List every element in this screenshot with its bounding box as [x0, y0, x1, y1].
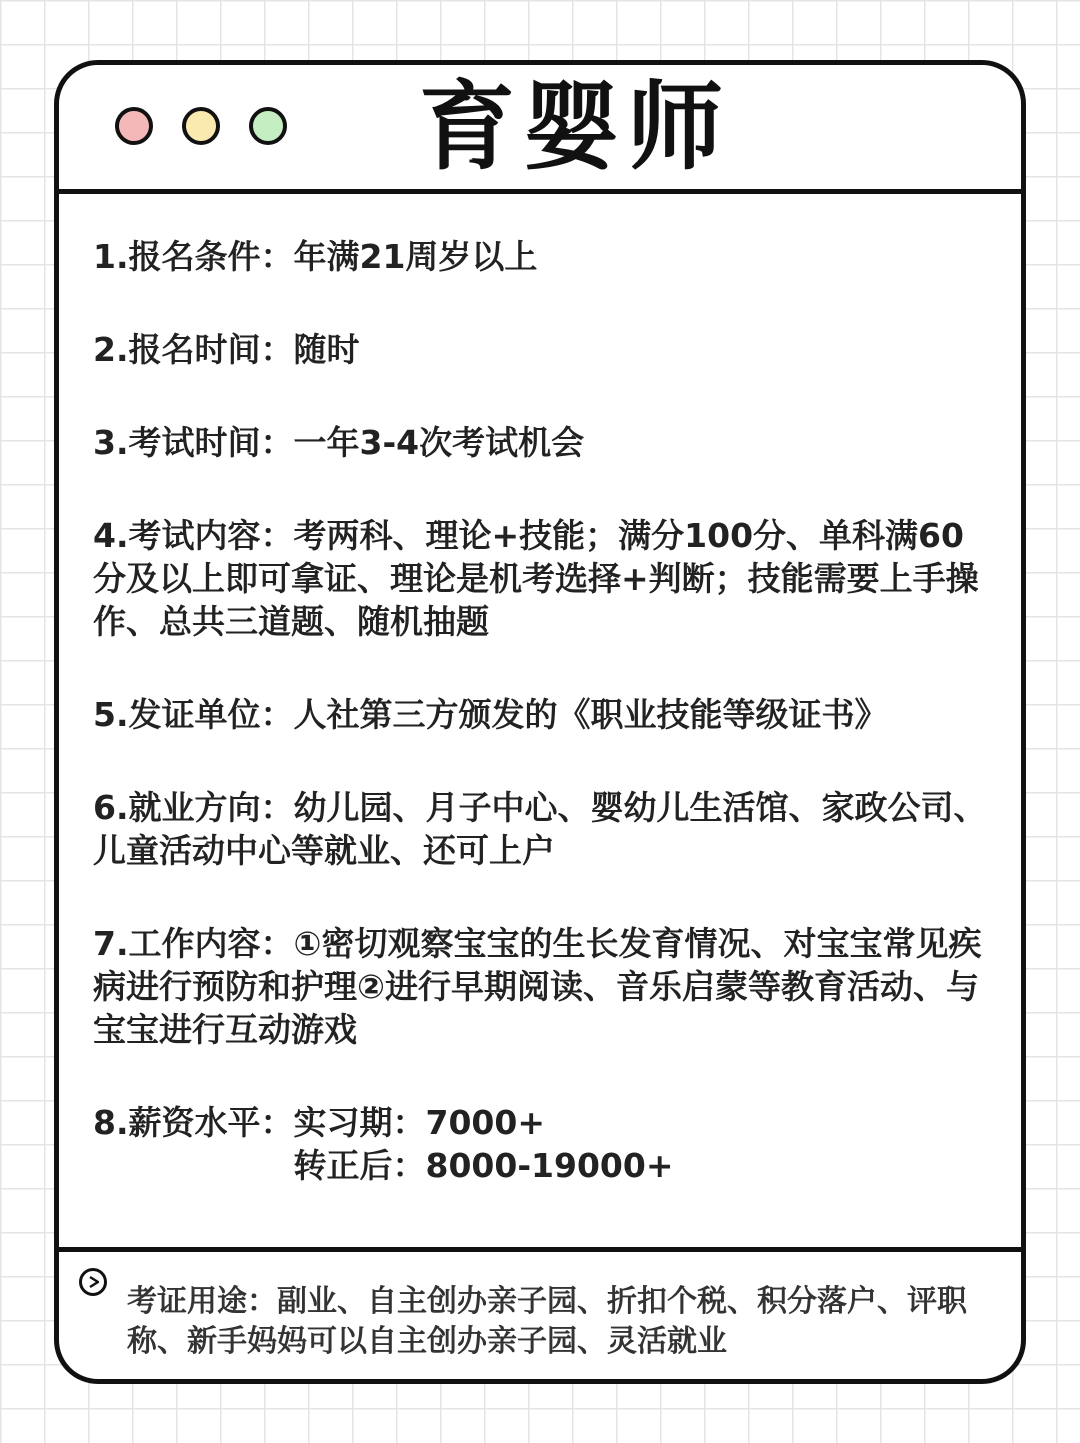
item-issuing-unit: 5.发证单位：人社第三方颁发的《职业技能等级证书》: [93, 695, 888, 734]
salary-values: [294, 1101, 674, 1187]
card-header: [59, 65, 1021, 194]
green-dot-icon: [249, 107, 287, 145]
card-footer: [59, 1247, 1021, 1384]
item-exam-time: 3.考试时间：一年3-4次考试机会: [93, 423, 585, 462]
item-registration-time: 2.报名时间：随时: [93, 330, 360, 369]
certificate-uses-text: 考证用途：副业、自主创办亲子园、折扣个税、积分落户、评职称、新手妈妈可以自主创办亲子园、灵活就业: [127, 1284, 967, 1359]
item-work-content: 7.工作内容：①密切观察宝宝的生长发育情况、对宝宝常见疾病进行预防和护理②进行早期阅读、音乐启蒙等教育活动、与宝宝进行互动游戏: [93, 924, 982, 1049]
salary-label: 8.薪资水平：: [93, 1103, 294, 1142]
item-salary: [93, 1101, 993, 1187]
yellow-dot-icon: [182, 107, 220, 145]
info-card: [54, 60, 1026, 1384]
item-registration-conditions: 1.报名条件：年满21周岁以上: [93, 237, 538, 276]
page-title: 育婴师: [419, 71, 731, 183]
item-exam-content: 4.考试内容：考两科、理论+技能；满分100分、单科满60分及以上即可拿证、理论是机考选择+判断；技能需要上手操作、总共三道题、随机抽题: [93, 516, 979, 641]
play-circle-icon: [79, 1268, 107, 1296]
card-body: [93, 235, 993, 1187]
red-dot-icon: [115, 107, 153, 145]
item-employment-direction: 6.就业方向：幼儿园、月子中心、婴幼儿生活馆、家政公司、儿童活动中心等就业、还可上户: [93, 788, 987, 870]
salary-intern: 实习期：7000+: [293, 1103, 545, 1142]
salary-regular: 转正后：8000-19000+: [293, 1146, 674, 1185]
